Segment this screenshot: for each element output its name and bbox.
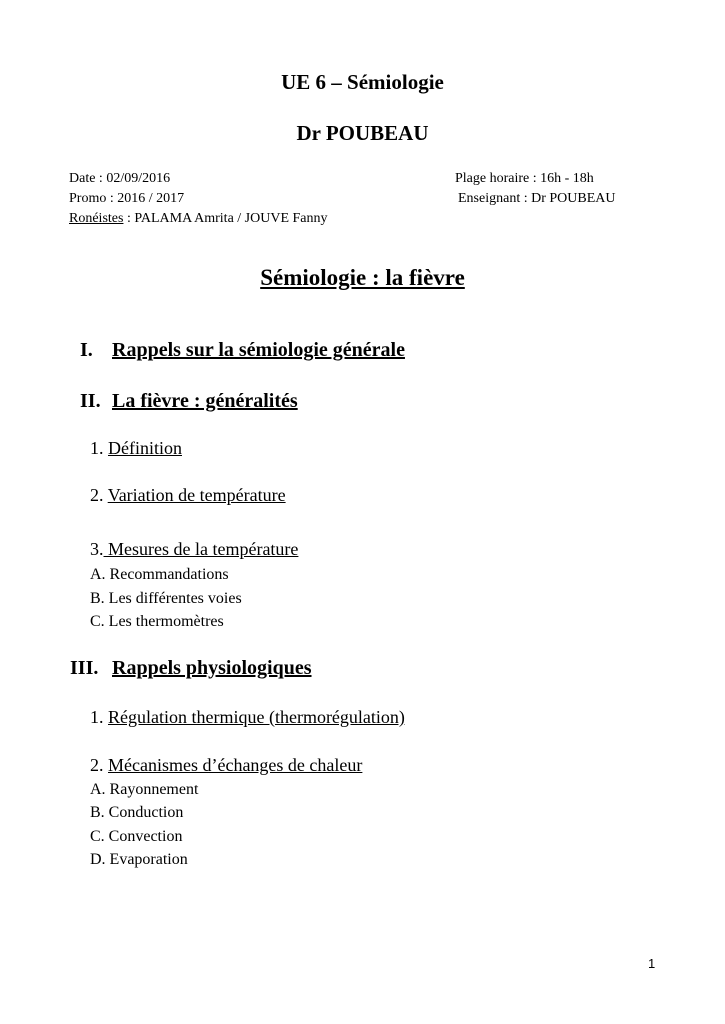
subsection-number: 3. <box>90 539 104 559</box>
subsection-label: Régulation thermique (thermorégulation) <box>108 707 405 727</box>
teacher-line: Enseignant : Dr POUBEAU <box>458 191 616 206</box>
section-label: La fièvre : généralités <box>112 390 298 412</box>
subsection-number: 2. <box>90 485 104 505</box>
roneistes-value: : PALAMA Amrita / JOUVE Fanny <box>123 211 328 226</box>
subsection-number: 1. <box>90 707 104 727</box>
schedule-line: Plage horaire : 16h - 18h <box>455 171 594 186</box>
teacher-title: Dr POUBEAU <box>296 121 429 145</box>
list-item: B. Les différentes voies <box>90 590 242 607</box>
section-number: III. <box>70 657 99 679</box>
list-item: A. Rayonnement <box>90 781 199 798</box>
list-item: A. Recommandations <box>90 566 229 583</box>
subsection-label: Mécanismes d’échanges de chaleur <box>108 755 363 775</box>
promo-line: Promo : 2016 / 2017 <box>69 191 185 206</box>
subsection-mesures <box>90 539 298 560</box>
subsection-variation <box>90 485 286 506</box>
subsection-number: 2. <box>90 755 104 775</box>
section-label: Rappels physiologiques <box>112 657 312 679</box>
subsection-definition <box>90 438 182 459</box>
section-1-heading <box>80 339 405 362</box>
date-line: Date : 02/09/2016 <box>69 171 171 186</box>
subsection-number: 1. <box>90 438 104 458</box>
list-item: C. Convection <box>90 828 183 845</box>
section-2-heading <box>80 390 298 413</box>
subsection-label: Variation de température <box>107 485 286 505</box>
subsection-mecanismes <box>90 755 362 776</box>
list-item: C. Les thermomètres <box>90 613 224 630</box>
list-item: D. Evaporation <box>90 851 188 868</box>
section-number: II. <box>80 390 101 412</box>
subsection-label: Définition <box>108 438 182 458</box>
document-title: Sémiologie : la fièvre <box>260 265 465 290</box>
section-3-heading <box>70 657 312 680</box>
list-item: B. Conduction <box>90 804 184 821</box>
subsection-label: Mesures de la température <box>103 539 299 559</box>
section-label: Rappels sur la sémiologie générale <box>112 339 405 361</box>
subsection-regulation <box>90 707 405 728</box>
section-number: I. <box>80 339 93 361</box>
roneistes-label: Ronéistes <box>69 211 124 226</box>
course-title: UE 6 – Sémiologie <box>281 70 444 94</box>
roneistes-line <box>69 210 328 227</box>
page-number: 1 <box>648 956 656 971</box>
